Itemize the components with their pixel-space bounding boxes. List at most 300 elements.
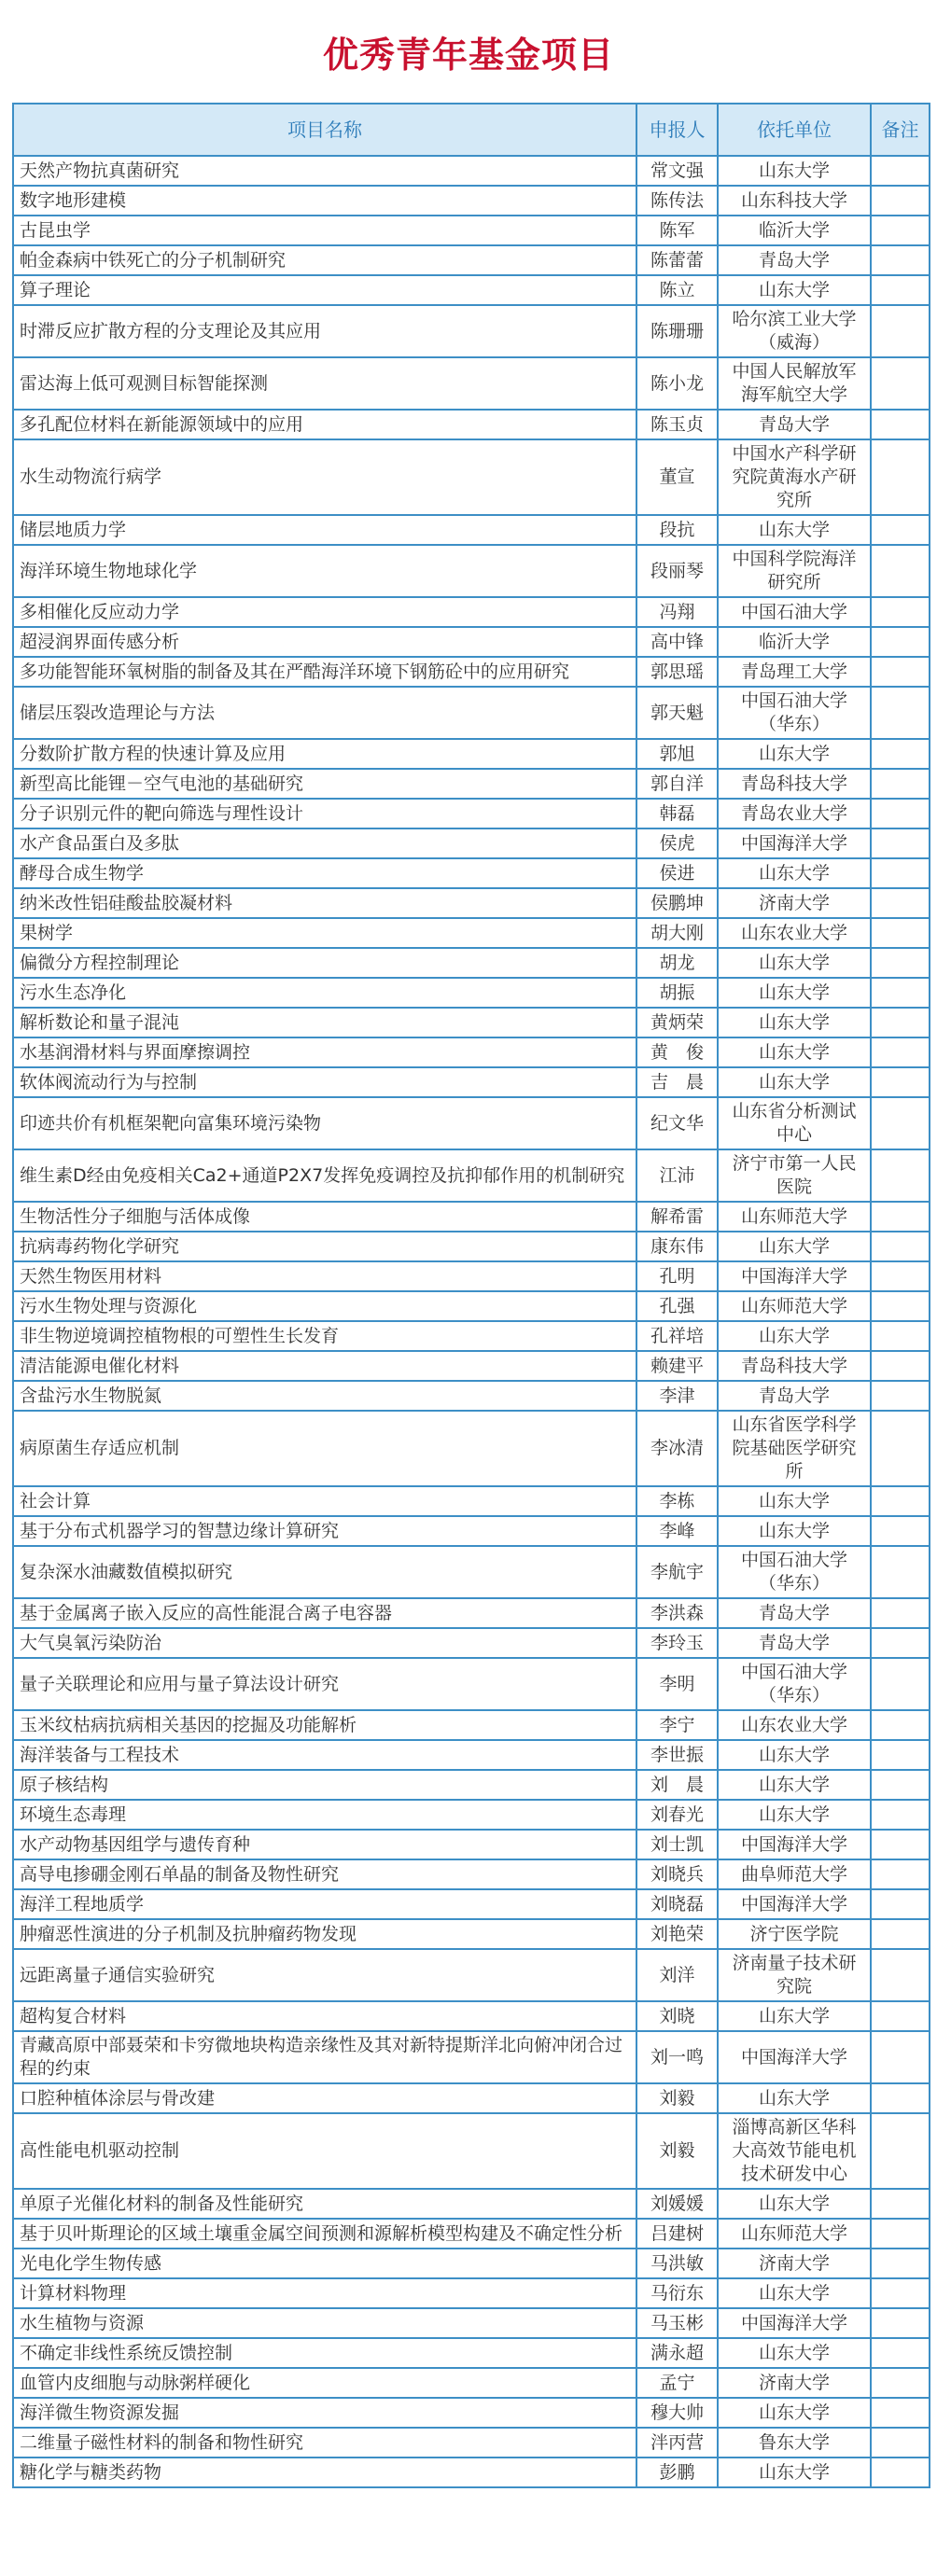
project-name-cell: 社会计算 [13, 1486, 636, 1516]
table-row [13, 2001, 930, 2031]
remarks-cell [871, 1411, 930, 1486]
table-row [13, 1770, 930, 1800]
table-row [13, 2249, 930, 2278]
remarks-cell [871, 1830, 930, 1859]
table-row [13, 2398, 930, 2428]
project-name-cell: 基于金属离子嵌入反应的高性能混合离子电容器 [13, 1598, 636, 1628]
table-row [13, 1740, 930, 1770]
project-name-cell: 糖化学与糖类药物 [13, 2458, 636, 2487]
remarks-cell [871, 1008, 930, 1037]
remarks-cell [871, 918, 930, 948]
institution-cell: 青岛大学 [718, 1381, 871, 1411]
project-name-cell: 雷达海上低可观测目标智能探测 [13, 357, 636, 410]
header-applicant: 申报人 [636, 104, 718, 156]
applicant-cell: 马衍东 [636, 2278, 718, 2308]
table-row [13, 1232, 930, 1261]
project-name-cell: 非生物逆境调控植物根的可塑性生长发育 [13, 1321, 636, 1351]
applicant-cell: 李峰 [636, 1516, 718, 1546]
table-row [13, 1919, 930, 1949]
applicant-cell: 孔祥培 [636, 1321, 718, 1351]
applicant-cell: 陈传法 [636, 186, 718, 216]
project-name-cell: 储层压裂改造理论与方法 [13, 687, 636, 739]
applicant-cell: 刘一鸣 [636, 2031, 718, 2083]
institution-cell: 中国海洋大学 [718, 2308, 871, 2338]
project-name-cell: 新型高比能锂－空气电池的基础研究 [13, 769, 636, 799]
applicant-cell: 李世振 [636, 1740, 718, 1770]
institution-cell: 曲阜师范大学 [718, 1859, 871, 1889]
table-row [13, 2113, 930, 2189]
remarks-cell [871, 1740, 930, 1770]
institution-cell: 山东大学 [718, 1232, 871, 1261]
applicant-cell: 刘 晨 [636, 1770, 718, 1800]
applicant-cell: 刘晓兵 [636, 1859, 718, 1889]
applicant-cell: 陈立 [636, 275, 718, 305]
applicant-cell: 刘春光 [636, 1800, 718, 1830]
project-name-cell: 储层地质力学 [13, 515, 636, 545]
table-row [13, 357, 930, 410]
applicant-cell: 郭思瑶 [636, 657, 718, 687]
institution-cell: 山东大学 [718, 1486, 871, 1516]
project-name-cell: 维生素D经由免疫相关Ca2+通道P2X7发挥免疫调控及抗抑郁作用的机制研究 [13, 1149, 636, 1202]
remarks-cell [871, 1486, 930, 1516]
applicant-cell: 高中锋 [636, 627, 718, 657]
table-row [13, 1800, 930, 1830]
project-name-cell: 偏微分方程控制理论 [13, 948, 636, 978]
project-name-cell: 水生动物流行病学 [13, 439, 636, 515]
table-row [13, 2458, 930, 2487]
table-row [13, 627, 930, 657]
applicant-cell: 陈蕾蕾 [636, 245, 718, 275]
table-row [13, 2189, 930, 2219]
remarks-cell [871, 2338, 930, 2368]
project-name-cell: 软体阀流动行为与控制 [13, 1067, 636, 1097]
applicant-cell: 穆大帅 [636, 2398, 718, 2428]
project-name-cell: 数字地形建模 [13, 186, 636, 216]
institution-cell: 中国石油大学（华东） [718, 687, 871, 739]
project-name-cell: 单原子光催化材料的制备及性能研究 [13, 2189, 636, 2219]
applicant-cell: 孔明 [636, 1261, 718, 1291]
applicant-cell: 李航宇 [636, 1546, 718, 1598]
applicant-cell: 陈珊珊 [636, 305, 718, 357]
remarks-cell [871, 2368, 930, 2398]
applicant-cell: 胡大刚 [636, 918, 718, 948]
applicant-cell: 郭自洋 [636, 769, 718, 799]
table-row [13, 216, 930, 245]
table-row [13, 597, 930, 627]
table-row [13, 888, 930, 918]
remarks-cell [871, 1261, 930, 1291]
institution-cell: 济宁市第一人民医院 [718, 1149, 871, 1202]
applicant-cell: 胡振 [636, 978, 718, 1008]
remarks-cell [871, 1037, 930, 1067]
table-row [13, 2428, 930, 2458]
institution-cell: 中国石油大学（华东） [718, 1546, 871, 1598]
project-name-cell: 远距离量子通信实验研究 [13, 1949, 636, 2001]
table-row [13, 858, 930, 888]
table-row [13, 828, 930, 858]
project-name-cell: 玉米纹枯病抗病相关基因的挖掘及功能解析 [13, 1710, 636, 1740]
project-name-cell: 多孔配位材料在新能源领域中的应用 [13, 410, 636, 439]
project-name-cell: 二维量子磁性材料的制备和物性研究 [13, 2428, 636, 2458]
institution-cell: 山东大学 [718, 2338, 871, 2368]
table-body [13, 156, 930, 2487]
institution-cell: 山东大学 [718, 1740, 871, 1770]
project-name-cell: 原子核结构 [13, 1770, 636, 1800]
table-row [13, 657, 930, 687]
remarks-cell [871, 1628, 930, 1658]
project-name-cell: 病原菌生存适应机制 [13, 1411, 636, 1486]
applicant-cell: 刘士凯 [636, 1830, 718, 1859]
institution-cell: 临沂大学 [718, 216, 871, 245]
applicant-cell: 吕建树 [636, 2219, 718, 2249]
remarks-cell [871, 1351, 930, 1381]
applicant-cell: 李津 [636, 1381, 718, 1411]
institution-cell: 山东省分析测试中心 [718, 1097, 871, 1149]
table-row [13, 1949, 930, 2001]
applicant-cell: 李冰清 [636, 1411, 718, 1486]
table-row [13, 1381, 930, 1411]
remarks-cell [871, 1321, 930, 1351]
table-row [13, 1037, 930, 1067]
remarks-cell [871, 216, 930, 245]
table-row [13, 1351, 930, 1381]
table-row [13, 1859, 930, 1889]
project-name-cell: 水产动物基因组学与遗传育种 [13, 1830, 636, 1859]
project-name-cell: 水生植物与资源 [13, 2308, 636, 2338]
institution-cell: 山东师范大学 [718, 2219, 871, 2249]
table-row [13, 948, 930, 978]
table-row [13, 1202, 930, 1232]
applicant-cell: 黄炳荣 [636, 1008, 718, 1037]
institution-cell: 山东大学 [718, 515, 871, 545]
remarks-cell [871, 1919, 930, 1949]
table-row [13, 545, 930, 597]
project-name-cell: 印迹共价有机框架靶向富集环境污染物 [13, 1097, 636, 1149]
institution-cell: 山东大学 [718, 858, 871, 888]
project-name-cell: 量子关联理论和应用与量子算法设计研究 [13, 1658, 636, 1710]
remarks-cell [871, 1291, 930, 1321]
project-name-cell: 复杂深水油藏数值模拟研究 [13, 1546, 636, 1598]
remarks-cell [871, 1202, 930, 1232]
remarks-cell [871, 769, 930, 799]
project-name-cell: 不确定非线性系统反馈控制 [13, 2338, 636, 2368]
table-row [13, 410, 930, 439]
remarks-cell [871, 1859, 930, 1889]
remarks-cell [871, 2458, 930, 2487]
table-row [13, 2308, 930, 2338]
table-row [13, 799, 930, 828]
institution-cell: 山东大学 [718, 275, 871, 305]
institution-cell: 山东大学 [718, 2083, 871, 2113]
project-name-cell: 计算材料物理 [13, 2278, 636, 2308]
institution-cell: 中国海洋大学 [718, 828, 871, 858]
applicant-cell: 李宁 [636, 1710, 718, 1740]
remarks-cell [871, 1658, 930, 1710]
remarks-cell [871, 515, 930, 545]
remarks-cell [871, 156, 930, 186]
institution-cell: 山东大学 [718, 156, 871, 186]
institution-cell: 山东大学 [718, 2001, 871, 2031]
applicant-cell: 韩磊 [636, 799, 718, 828]
remarks-cell [871, 410, 930, 439]
applicant-cell: 李栋 [636, 1486, 718, 1516]
institution-cell: 山东大学 [718, 1037, 871, 1067]
applicant-cell: 侯虎 [636, 828, 718, 858]
applicant-cell: 刘晓磊 [636, 1889, 718, 1919]
applicant-cell: 泮丙营 [636, 2428, 718, 2458]
institution-cell: 中国海洋大学 [718, 1261, 871, 1291]
institution-cell: 山东大学 [718, 1321, 871, 1351]
institution-cell: 中国海洋大学 [718, 1889, 871, 1919]
remarks-cell [871, 739, 930, 769]
institution-cell: 青岛科技大学 [718, 1351, 871, 1381]
table-row [13, 1598, 930, 1628]
institution-cell: 山东大学 [718, 1800, 871, 1830]
remarks-cell [871, 1097, 930, 1149]
project-name-cell: 分子识别元件的靶向筛选与理性设计 [13, 799, 636, 828]
table-row [13, 1411, 930, 1486]
institution-cell: 中国海洋大学 [718, 1830, 871, 1859]
remarks-cell [871, 1546, 930, 1598]
project-name-cell: 时滞反应扩散方程的分支理论及其应用 [13, 305, 636, 357]
table-row [13, 2338, 930, 2368]
table-row [13, 1889, 930, 1919]
applicant-cell: 解希雷 [636, 1202, 718, 1232]
applicant-cell: 段丽琴 [636, 545, 718, 597]
table-row [13, 739, 930, 769]
applicant-cell: 孔强 [636, 1291, 718, 1321]
project-name-cell: 血管内皮细胞与动脉粥样硬化 [13, 2368, 636, 2398]
institution-cell: 山东农业大学 [718, 1710, 871, 1740]
table-row [13, 1097, 930, 1149]
remarks-cell [871, 2031, 930, 2083]
applicant-cell: 江沛 [636, 1149, 718, 1202]
institution-cell: 鲁东大学 [718, 2428, 871, 2458]
applicant-cell: 胡龙 [636, 948, 718, 978]
project-name-cell: 解析数论和量子混沌 [13, 1008, 636, 1037]
institution-cell: 山东师范大学 [718, 1202, 871, 1232]
applicant-cell: 赖建平 [636, 1351, 718, 1381]
applicant-cell: 纪文华 [636, 1097, 718, 1149]
remarks-cell [871, 1067, 930, 1097]
remarks-cell [871, 1710, 930, 1740]
project-name-cell: 海洋工程地质学 [13, 1889, 636, 1919]
institution-cell: 中国石油大学 [718, 597, 871, 627]
remarks-cell [871, 1232, 930, 1261]
remarks-cell [871, 888, 930, 918]
applicant-cell: 陈小龙 [636, 357, 718, 410]
remarks-cell [871, 1949, 930, 2001]
institution-cell: 青岛大学 [718, 410, 871, 439]
remarks-cell [871, 858, 930, 888]
applicant-cell: 郭旭 [636, 739, 718, 769]
table-row [13, 1830, 930, 1859]
table-row [13, 1486, 930, 1516]
remarks-cell [871, 948, 930, 978]
remarks-cell [871, 357, 930, 410]
remarks-cell [871, 2398, 930, 2428]
remarks-cell [871, 275, 930, 305]
remarks-cell [871, 439, 930, 515]
institution-cell: 山东大学 [718, 2189, 871, 2219]
table-row [13, 1321, 930, 1351]
project-name-cell: 海洋环境生物地球化学 [13, 545, 636, 597]
institution-cell: 哈尔滨工业大学（威海） [718, 305, 871, 357]
applicant-cell: 冯翔 [636, 597, 718, 627]
remarks-cell [871, 2428, 930, 2458]
institution-cell: 山东大学 [718, 1516, 871, 1546]
project-name-cell: 抗病毒药物化学研究 [13, 1232, 636, 1261]
project-name-cell: 果树学 [13, 918, 636, 948]
applicant-cell: 马玉彬 [636, 2308, 718, 2338]
remarks-cell [871, 2219, 930, 2249]
project-name-cell: 海洋装备与工程技术 [13, 1740, 636, 1770]
remarks-cell [871, 1381, 930, 1411]
table-row [13, 275, 930, 305]
header-institution: 依托单位 [718, 104, 871, 156]
project-name-cell: 清洁能源电催化材料 [13, 1351, 636, 1381]
table-row [13, 186, 930, 216]
table-row [13, 2031, 930, 2083]
applicant-cell: 李玲玉 [636, 1628, 718, 1658]
institution-cell: 中国水产科学研究院黄海水产研究所 [718, 439, 871, 515]
project-name-cell: 水产食品蛋白及多肽 [13, 828, 636, 858]
remarks-cell [871, 799, 930, 828]
project-name-cell: 超浸润界面传感分析 [13, 627, 636, 657]
project-name-cell: 污水生物处理与资源化 [13, 1291, 636, 1321]
project-name-cell: 分数阶扩散方程的快速计算及应用 [13, 739, 636, 769]
applicant-cell: 李明 [636, 1658, 718, 1710]
project-name-cell: 高导电掺硼金刚石单晶的制备及物性研究 [13, 1859, 636, 1889]
project-name-cell: 水基润滑材料与界面摩擦调控 [13, 1037, 636, 1067]
remarks-cell [871, 2001, 930, 2031]
applicant-cell: 刘晓 [636, 2001, 718, 2031]
project-name-cell: 酵母合成生物学 [13, 858, 636, 888]
applicant-cell: 段抗 [636, 515, 718, 545]
table-row [13, 156, 930, 186]
institution-cell: 青岛理工大学 [718, 657, 871, 687]
institution-cell: 山东大学 [718, 739, 871, 769]
page-title: 优秀青年基金项目 [322, 35, 614, 76]
remarks-cell [871, 1800, 930, 1830]
project-name-cell: 纳米改性铝硅酸盐胶凝材料 [13, 888, 636, 918]
applicant-cell: 彭鹏 [636, 2458, 718, 2487]
applicant-cell: 刘艳荣 [636, 1919, 718, 1949]
project-name-cell: 帕金森病中铁死亡的分子机制研究 [13, 245, 636, 275]
applicant-cell: 常文强 [636, 156, 718, 186]
project-name-cell: 算子理论 [13, 275, 636, 305]
project-name-cell: 肿瘤恶性演进的分子机制及抗肿瘤药物发现 [13, 1919, 636, 1949]
project-name-cell: 高性能电机驱动控制 [13, 2113, 636, 2189]
applicant-cell: 董宣 [636, 439, 718, 515]
remarks-cell [871, 657, 930, 687]
institution-cell: 山东农业大学 [718, 918, 871, 948]
remarks-cell [871, 186, 930, 216]
institution-cell: 山东大学 [718, 2398, 871, 2428]
table-row [13, 305, 930, 357]
institution-cell: 青岛大学 [718, 245, 871, 275]
project-name-cell: 多功能智能环氧树脂的制备及其在严酷海洋环境下钢筋砼中的应用研究 [13, 657, 636, 687]
table-row [13, 2083, 930, 2113]
remarks-cell [871, 245, 930, 275]
remarks-cell [871, 828, 930, 858]
applicant-cell: 刘毅 [636, 2113, 718, 2189]
project-name-cell: 多相催化反应动力学 [13, 597, 636, 627]
institution-cell: 青岛科技大学 [718, 769, 871, 799]
table-row [13, 978, 930, 1008]
project-name-cell: 青藏高原中部聂荣和卡穷微地块构造亲缘性及其对新特提斯洋北向俯冲闭合过程的约束 [13, 2031, 636, 2083]
project-name-cell: 超构复合材料 [13, 2001, 636, 2031]
table-row [13, 1546, 930, 1598]
table-row [13, 1261, 930, 1291]
institution-cell: 中国石油大学（华东） [718, 1658, 871, 1710]
applicant-cell: 陈玉贞 [636, 410, 718, 439]
project-name-cell: 生物活性分子细胞与活体成像 [13, 1202, 636, 1232]
remarks-cell [871, 2278, 930, 2308]
table-header-row [13, 104, 930, 156]
project-name-cell: 古昆虫学 [13, 216, 636, 245]
institution-cell: 中国海洋大学 [718, 2031, 871, 2083]
remarks-cell [871, 2308, 930, 2338]
institution-cell: 青岛大学 [718, 1598, 871, 1628]
institution-cell: 山东大学 [718, 2278, 871, 2308]
institution-cell: 中国科学院海洋研究所 [718, 545, 871, 597]
project-name-cell: 光电化学生物传感 [13, 2249, 636, 2278]
applicant-cell: 黄 俊 [636, 1037, 718, 1067]
table-row [13, 245, 930, 275]
table-row [13, 1710, 930, 1740]
table-row [13, 1516, 930, 1546]
institution-cell: 青岛大学 [718, 1628, 871, 1658]
institution-cell: 山东大学 [718, 1008, 871, 1037]
applicant-cell: 康东伟 [636, 1232, 718, 1261]
applicant-cell: 孟宁 [636, 2368, 718, 2398]
applicant-cell: 刘洋 [636, 1949, 718, 2001]
project-name-cell: 口腔种植体涂层与骨改建 [13, 2083, 636, 2113]
institution-cell: 淄博高新区华科大高效节能电机技术研发中心 [718, 2113, 871, 2189]
institution-cell: 山东师范大学 [718, 1291, 871, 1321]
remarks-cell [871, 305, 930, 357]
institution-cell: 山东大学 [718, 978, 871, 1008]
table-row [13, 918, 930, 948]
project-name-cell: 含盐污水生物脱氮 [13, 1381, 636, 1411]
header-project-name: 项目名称 [13, 104, 636, 156]
institution-cell: 济南大学 [718, 888, 871, 918]
remarks-cell [871, 1149, 930, 1202]
remarks-cell [871, 1889, 930, 1919]
table-row [13, 1008, 930, 1037]
table-row [13, 1658, 930, 1710]
project-name-cell: 环境生态毒理 [13, 1800, 636, 1830]
remarks-cell [871, 978, 930, 1008]
remarks-cell [871, 1598, 930, 1628]
applicant-cell: 侯鹏坤 [636, 888, 718, 918]
table-row [13, 2278, 930, 2308]
project-name-cell: 天然产物抗真菌研究 [13, 156, 636, 186]
project-name-cell: 基于分布式机器学习的智慧边缘计算研究 [13, 1516, 636, 1546]
project-name-cell: 污水生态净化 [13, 978, 636, 1008]
table-row [13, 439, 930, 515]
table-row [13, 687, 930, 739]
project-name-cell: 天然生物医用材料 [13, 1261, 636, 1291]
applicant-cell: 侯进 [636, 858, 718, 888]
institution-cell: 山东大学 [718, 1067, 871, 1097]
institution-cell: 山东大学 [718, 2458, 871, 2487]
applicant-cell: 陈军 [636, 216, 718, 245]
table-row [13, 1149, 930, 1202]
applicant-cell: 马洪敏 [636, 2249, 718, 2278]
remarks-cell [871, 1516, 930, 1546]
